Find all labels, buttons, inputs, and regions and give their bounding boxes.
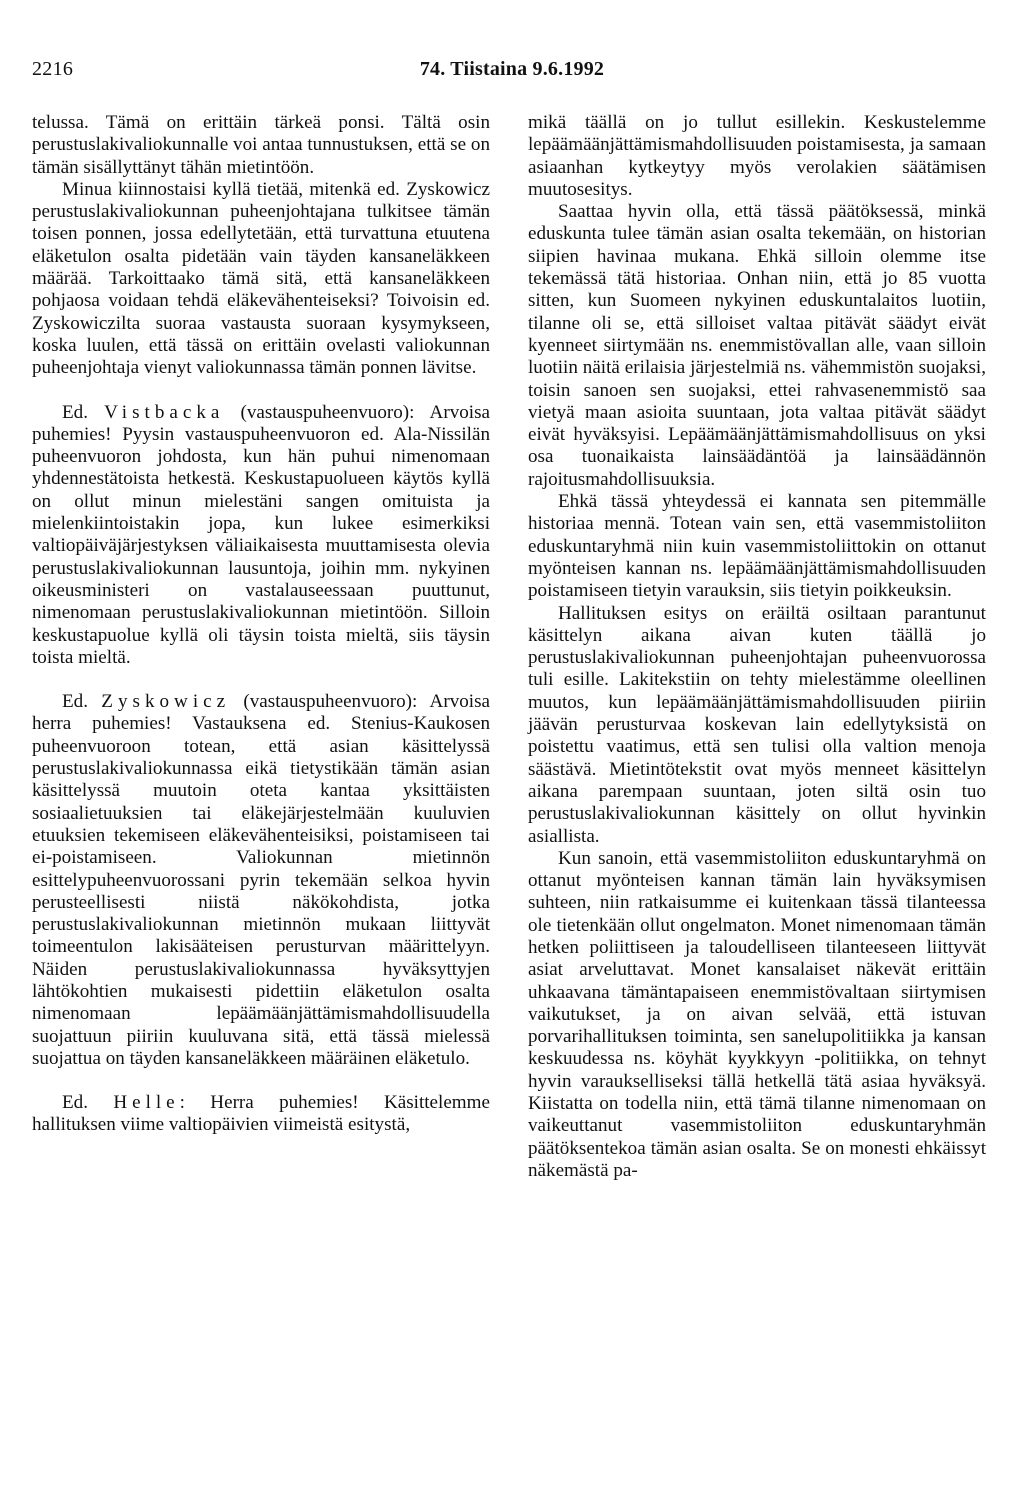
speaker-prefix: Ed. bbox=[62, 691, 88, 713]
speech-vistbacka bbox=[32, 402, 490, 670]
speaker-name: Helle bbox=[113, 1092, 180, 1114]
paragraph: Hallituksen esitys on eräiltä osiltaan parantunut käsittelyn aikana aivan kuten täällä jo perustuslakivaliokunnan puheenjohtajan puheenvuorossa tuli esille. Lakitekstiin on tehty mielestämme oleellinen muutos, kun lepäämäänjättämismahdollisuuden piiriin jäävän perusturvaa koskevan lain edellytyksistä on poistettu vaatimus, että sen tulisi olla valtion menoja säästävä. Mietintötekstit ovat myös menneet käsittelyn aikana parempaan suuntaan, joten siltä osin tuo perustuslakivaliokunnan käsittely on ollut hyvinkin asiallista. bbox=[528, 602, 986, 847]
paragraph: Kun sanoin, että vasemmistoliiton eduskuntaryhmä on ottanut myönteisen kannan tämän lain hyväksymisen suhteen, niin ratkaisumme ei kuitenkaan tässä tilanteessa ole tietenkään ollut ongelmaton. Monet nimenomaan tämän hetken poliittiseen ja taloudelliseen tilanteeseen liittyvät asiat arveluttavat. Monet kansalaiset näkevät erittäin uhkaavana tämäntapaiseen enemmistövaltaan siirtymisen vaikutukset, ja on aivan selvää, että istuvan porvarihallituksen toiminta, sen sanelupolitiikka ja kansan keskuudessa ns. köyhät kyykkyyn -politiikka, on tehnyt hyvin varaukselliseksi tällä hetkellä tätä asiaa hyväksyä. Kiistatta on todella niin, että tämä tilanne nimenomaan on vaikeuttanut vasemmistoliiton eduskuntaryhmän päätöksentekoa tämän asian osalta. Se on monesti ehkäissyt näkemästä pa- bbox=[528, 847, 986, 1181]
text-columns bbox=[32, 112, 992, 1452]
page-header bbox=[32, 58, 992, 86]
paragraph: Saattaa hyvin olla, että tässä päätöksessä, minkä eduskunta tulee tämän asian osalta tekemään, on historian siipien havinaa mukana. Ehkä silloin olemme itse tekemässä tätä historiaa. Onhan niin, että jo 85 vuotta sitten, kun Suomeen nykyinen eduskuntalaitos luotiin, tilanne oli se, että silloiset valtaa pitävät säädyt eivät kyenneet siirtymään ns. enemmistövallan alle, vaan silloin luotiin näitä erilaisia järjestelmiä ns. vähemmistön suojaksi, toisin sanoen sen suojaksi, ettei rahvasenemmistö saa vietyä maan asioita suuntaan, jota valtaa pitävät säädyt eivät hyväksyisi. Lepäämäänjättämismahdollisuus on yksi osa tuonaikaista lainsäädäntöä ja lainsäädännön rajoitusmahdollisuuksia. bbox=[528, 201, 986, 490]
right-column bbox=[528, 112, 986, 1182]
speaker-prefix: Ed. bbox=[62, 1092, 88, 1114]
paragraph: mikä täällä on jo tullut esillekin. Keskustelemme lepäämäänjättämismahdollisuuden poistamisesta, ja samaan asiaanhan kytkeytyy myös verolakien säätämisen muutosesitys. bbox=[528, 112, 986, 200]
speech-text: (vastauspuheenvuoro): Arvoisa herra puhemies! Vastauksena ed. Stenius-Kaukosen puheenvuoroon totean, että asian käsittelyssä perustuslakivaliokunnassa eikä tietystikään tämän asian käsittelyssä muutoin oteta kantaa yksittäisten sosiaalietuuksien tai eläkejärjestelmään kuuluvien etuuksien tekemiseen eläkevähenteisiksi, poistamiseen tai ei-poistamiseen. Valiokunnan mietinnön esittelypuheenvuorossani pyrin tekemään selkoa hyvin perusteellisesti niistä näkökohdista, jotka perustuslakivaliokunnan mietinnön mukaan liittyvät toimeentulon lakisääteisen perusturvan määrittelyyn. Näiden perustuslakivaliokunnassa hyväksyttyjen lähtökohtien mukaisesti pidettiin eläketulon osalta nimenomaan lepäämäänjättämismahdollisuudella suojattuun piiriin kuuluvana sitä, että tässä mielessä suojattua on täyden kansaneläkkeen määräinen eläketulo. bbox=[32, 691, 491, 1069]
paragraph: Ehkä tässä yhteydessä ei kannata sen pitemmälle historiaa mennä. Totean vain sen, että vasemmistoliiton eduskuntaryhmä niin kuin vasemmistoliittokin on ottanut myönteisen kannan ns. lepäämäänjättämismahdollisuuden poistamiseen tietyin varauksin, siis tietyin poikkeuksin. bbox=[528, 491, 986, 602]
running-title: 74. Tiistaina 9.6.1992 bbox=[419, 58, 605, 80]
spacer bbox=[32, 669, 490, 691]
paragraph: Minua kiinnostaisi kyllä tietää, mitenkä ed. Zyskowicz perustuslakivaliokunnan puheenjohtajana tulkitsee tämän toisen ponnen, jossa edellytetään, että turvattuna etuutena eläketulon osalta pidetään vain täyden kansaneläkkeen määrää. Tarkoittaako tämä sitä, että kansaneläkkeen pohjaosa voidaan tehdä eläkevähenteiseksi? Toivoisin ed. Zyskowiczilta suoraa vastausta suoraan kysymykseen, koska luulen, että tässä on erittäin ovelasti valiokunnan puheenjohtaja vienyt valiokunnassa tämän ponnen lävitse. bbox=[32, 178, 490, 379]
spacer bbox=[32, 1070, 490, 1092]
left-column bbox=[32, 112, 490, 1137]
speech-zyskowicz bbox=[32, 691, 490, 1070]
speech-text: (vastauspuheenvuoro): Arvoisa puhemies! Pyysin vastauspuheenvuoron ed. Ala-Nissilän puheenvuoron johdosta, kun hän puhui nimenomaan yhdennestätoista hetkestä. Keskustapuolueen käytös kyllä on ollut minun mielestäni sangen omituista ja mielenkiintoistakin jopa, kun lukee esimerkiksi valtiopäiväjärjestyksen väliaikaisesta muuttamisesta olevia perustuslakivaliokunnan lausuntoja, joihin mm. nykyinen oikeusministeri on vastalauseessaan puuttunut, nimenomaan perustuslakivaliokunnan mietintöön. Silloin keskustapuolue kyllä oli täysin toista mieltä, siis täysin toista mieltä. bbox=[32, 401, 491, 668]
spacer bbox=[32, 380, 490, 402]
speaker-name: Vistbacka bbox=[104, 401, 225, 423]
paragraph: telussa. Tämä on erittäin tärkeä ponsi. Tältä osin perustuslakivaliokunnalle voi antaa tunnustuksen, että se on tämän sisällyttänyt tähän mietintöön. bbox=[32, 112, 490, 178]
speech-text: : Herra puhemies! Käsittelemme hallituksen viime valtiopäivien viimeistä esitystä, bbox=[32, 1092, 490, 1136]
speaker-prefix: Ed. bbox=[62, 401, 88, 423]
speaker-name: Zyskowicz bbox=[101, 691, 231, 713]
speech-helle bbox=[32, 1092, 490, 1137]
page-number: 2216 bbox=[32, 58, 74, 80]
